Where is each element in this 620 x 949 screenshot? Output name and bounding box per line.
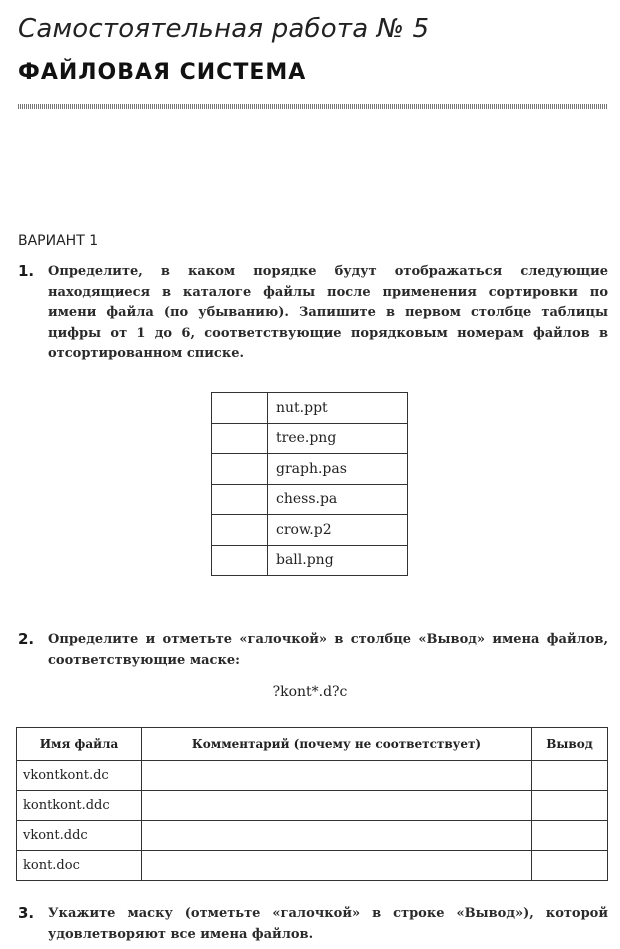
comment-cell[interactable]	[142, 791, 532, 821]
table-row	[212, 393, 408, 424]
order-cell[interactable]	[212, 484, 268, 515]
file-name-cell: chess.pa	[268, 484, 408, 515]
variant-label: ВАРИАНТ 1	[18, 233, 99, 249]
hatched-divider	[18, 104, 608, 109]
order-cell[interactable]	[212, 545, 268, 576]
table-row	[17, 761, 608, 791]
file-name-cell: kontkont.ddc	[17, 791, 142, 821]
output-checkbox-cell[interactable]	[532, 851, 608, 881]
file-name-cell: graph.pas	[268, 454, 408, 485]
file-name-cell: vkont.ddc	[17, 821, 142, 851]
task-3-number: 3.	[18, 904, 35, 922]
order-cell[interactable]	[212, 454, 268, 485]
table-row	[212, 484, 408, 515]
table-row	[212, 454, 408, 485]
table-row	[17, 791, 608, 821]
output-checkbox-cell[interactable]	[532, 791, 608, 821]
task-3-text: Укажите маску (отметьте «галочкой» в строке «Вывод»), которой удовлетворяют все имена файлов.	[48, 906, 608, 942]
file-name-cell: nut.ppt	[268, 393, 408, 424]
task-2-text: Определите и отметьте «галочкой» в столбце «Вывод» имена файлов, соответствующие маске:	[48, 632, 608, 668]
task-1-text: Определите, в каком порядке будут отображаться следующие находящиеся в каталоге файлы после применения сортировки по имени файла (по убыванию). Запишите в первом столбце таблицы цифры от 1 до 6, соответствующие порядковым номерам файлов в отсортированном списке.	[48, 264, 608, 361]
table-row	[212, 545, 408, 576]
task-2-number: 2.	[18, 630, 35, 648]
table-row	[212, 515, 408, 546]
comment-cell[interactable]	[142, 821, 532, 851]
table-row	[17, 821, 608, 851]
order-cell[interactable]	[212, 423, 268, 454]
page-title: Самостоятельная работа № 5	[18, 14, 430, 44]
table-row	[17, 851, 608, 881]
order-cell[interactable]	[212, 393, 268, 424]
file-name-cell: tree.png	[268, 423, 408, 454]
file-name-cell: vkontkont.dc	[17, 761, 142, 791]
section-title: ФАЙЛОВАЯ СИСТЕМА	[18, 60, 307, 85]
task-1-number: 1.	[18, 262, 35, 280]
table-row	[212, 423, 408, 454]
file-mask: ?kont*.d?c	[272, 684, 348, 700]
file-name-cell: kont.doc	[17, 851, 142, 881]
table-header-row	[17, 728, 608, 761]
column-header-output: Вывод	[532, 728, 608, 761]
files-table	[211, 392, 408, 576]
mask-table	[16, 727, 608, 881]
output-checkbox-cell[interactable]	[532, 821, 608, 851]
file-name-cell: crow.p2	[268, 515, 408, 546]
column-header-file-name: Имя файла	[17, 728, 142, 761]
comment-cell[interactable]	[142, 761, 532, 791]
output-checkbox-cell[interactable]	[532, 761, 608, 791]
column-header-comment: Комментарий (почему не соответствует)	[142, 728, 532, 761]
file-name-cell: ball.png	[268, 545, 408, 576]
order-cell[interactable]	[212, 515, 268, 546]
comment-cell[interactable]	[142, 851, 532, 881]
